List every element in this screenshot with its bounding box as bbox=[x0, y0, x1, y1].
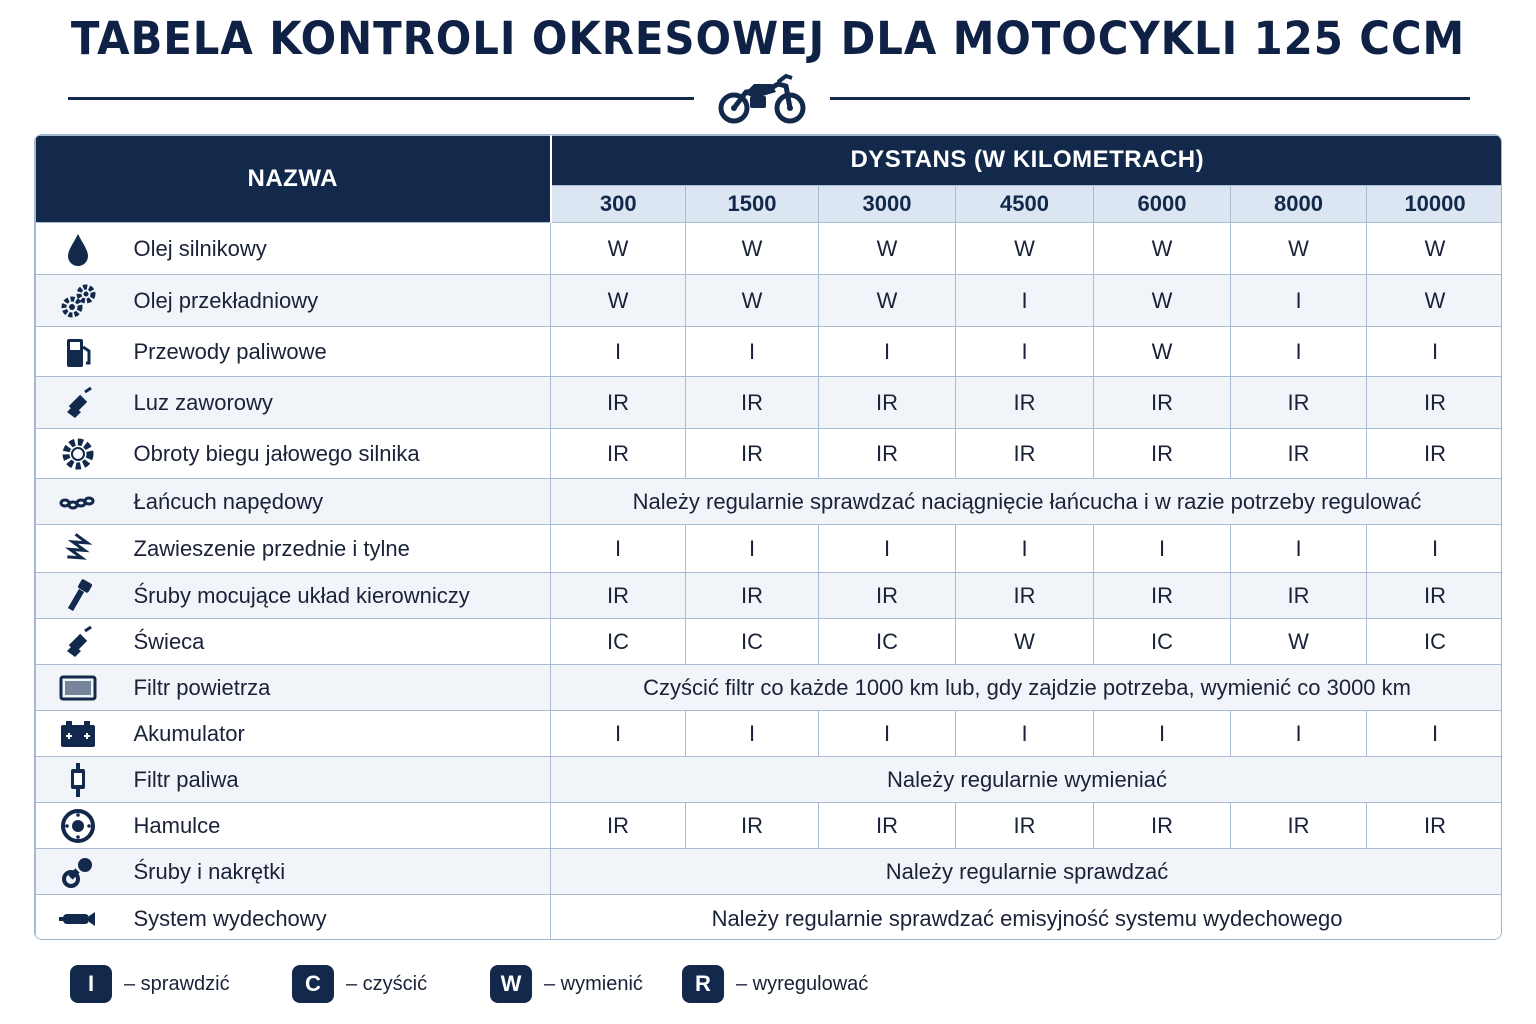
spark-plug-icon bbox=[59, 623, 97, 661]
table-row bbox=[36, 665, 1503, 711]
interval-cell: I bbox=[819, 327, 956, 377]
interval-cell: IR bbox=[819, 573, 956, 619]
interval-cell: IR bbox=[956, 573, 1094, 619]
row-icon-cell bbox=[36, 619, 120, 665]
interval-cell: I bbox=[1367, 327, 1502, 377]
row-label: Filtr powietrza bbox=[120, 665, 551, 711]
interval-cell: W bbox=[1094, 327, 1231, 377]
interval-cell: W bbox=[1231, 619, 1367, 665]
interval-cell: IR bbox=[819, 429, 956, 479]
interval-cell: IR bbox=[551, 803, 686, 849]
interval-cell: W bbox=[1367, 223, 1502, 275]
interval-cell: W bbox=[551, 275, 686, 327]
oil-drop-icon bbox=[59, 230, 97, 268]
row-label: Akumulator bbox=[120, 711, 551, 757]
interval-cell: IR bbox=[1231, 377, 1367, 429]
interval-cell: W bbox=[956, 223, 1094, 275]
spark-plug-icon bbox=[59, 384, 97, 422]
interval-cell: W bbox=[551, 223, 686, 275]
interval-cell: W bbox=[1367, 275, 1502, 327]
gears-icon bbox=[59, 282, 97, 320]
distance-header-cell: 10000 bbox=[1367, 185, 1502, 222]
interval-cell: I bbox=[819, 711, 956, 757]
interval-cell: W bbox=[956, 619, 1094, 665]
row-label: Świeca bbox=[120, 619, 551, 665]
bolt-icon bbox=[59, 577, 97, 615]
row-note: Czyścić filtr co każde 1000 km lub, gdy zajdzie potrzeba, wymienić co 3000 km bbox=[551, 665, 1502, 711]
row-label: Śruby i nakrętki bbox=[120, 849, 551, 895]
table-row bbox=[36, 275, 1503, 327]
interval-cell: I bbox=[956, 525, 1094, 573]
legend-item-replace bbox=[490, 964, 643, 1004]
row-label: Olej silnikowy bbox=[120, 223, 551, 275]
interval-cell: IR bbox=[1094, 803, 1231, 849]
row-label: Przewody paliwowe bbox=[120, 327, 551, 377]
interval-cell: I bbox=[1231, 711, 1367, 757]
interval-cell: IR bbox=[1367, 429, 1502, 479]
legend-badge: C bbox=[292, 965, 334, 1003]
row-icon-cell bbox=[36, 665, 120, 711]
interval-cell: I bbox=[1231, 327, 1367, 377]
row-icon-cell bbox=[36, 803, 120, 849]
interval-cell: IR bbox=[1367, 573, 1502, 619]
table-row bbox=[36, 849, 1503, 895]
air-filter-icon bbox=[59, 669, 97, 707]
interval-cell: IR bbox=[686, 573, 819, 619]
table-row bbox=[36, 223, 1503, 275]
interval-cell: I bbox=[551, 327, 686, 377]
interval-cell: IR bbox=[1231, 803, 1367, 849]
interval-cell: I bbox=[551, 525, 686, 573]
table-row bbox=[36, 711, 1503, 757]
interval-cell: IR bbox=[1094, 573, 1231, 619]
interval-cell: IC bbox=[686, 619, 819, 665]
interval-cell: IR bbox=[686, 377, 819, 429]
distance-header-cell: 1500 bbox=[686, 185, 819, 222]
row-note: Należy regularnie sprawdzać emisyjność systemu wydechowego bbox=[551, 895, 1502, 941]
legend-item-adjust bbox=[682, 964, 868, 1004]
interval-cell: W bbox=[819, 275, 956, 327]
row-icon-cell bbox=[36, 479, 120, 525]
interval-cell: IR bbox=[686, 429, 819, 479]
row-note: Należy regularnie sprawdzać naciągnięcie łańcucha i w razie potrzeby regulować bbox=[551, 479, 1502, 525]
interval-cell: IR bbox=[551, 573, 686, 619]
table-row bbox=[36, 429, 1503, 479]
exhaust-icon bbox=[59, 900, 97, 938]
interval-cell: I bbox=[1231, 275, 1367, 327]
table-row bbox=[36, 573, 1503, 619]
interval-cell: IR bbox=[551, 429, 686, 479]
interval-cell: IR bbox=[956, 803, 1094, 849]
interval-cell: IC bbox=[1367, 619, 1502, 665]
row-icon-cell bbox=[36, 275, 120, 327]
row-icon-cell bbox=[36, 711, 120, 757]
legend-badge: W bbox=[490, 965, 532, 1003]
maintenance-table-container bbox=[34, 134, 1502, 940]
motorcycle-icon bbox=[716, 72, 808, 124]
interval-cell: I bbox=[956, 275, 1094, 327]
interval-cell: I bbox=[819, 525, 956, 573]
title-divider-left bbox=[68, 97, 694, 100]
row-label: Obroty biegu jałowego silnika bbox=[120, 429, 551, 479]
legend-label: – czyścić bbox=[346, 972, 428, 995]
fuel-filter-icon bbox=[59, 761, 97, 799]
table-row bbox=[36, 895, 1503, 941]
distance-header-cell: 4500 bbox=[956, 185, 1094, 222]
row-icon-cell bbox=[36, 849, 120, 895]
interval-cell: IR bbox=[956, 429, 1094, 479]
row-icon-cell bbox=[36, 757, 120, 803]
interval-cell: I bbox=[551, 711, 686, 757]
row-icon-cell bbox=[36, 327, 120, 377]
battery-icon bbox=[59, 715, 97, 753]
row-label: Olej przekładniowy bbox=[120, 275, 551, 327]
legend-label: – sprawdzić bbox=[124, 972, 230, 995]
legend-badge: R bbox=[682, 965, 724, 1003]
interval-cell: I bbox=[1231, 525, 1367, 573]
table-row bbox=[36, 803, 1503, 849]
distance-header-cell: 300 bbox=[551, 185, 686, 222]
interval-cell: I bbox=[1094, 525, 1231, 573]
interval-cell: IR bbox=[956, 377, 1094, 429]
table-row bbox=[36, 327, 1503, 377]
interval-cell: IR bbox=[686, 803, 819, 849]
row-note: Należy regularnie wymieniać bbox=[551, 757, 1502, 803]
interval-cell: IC bbox=[819, 619, 956, 665]
legend-badge: I bbox=[70, 965, 112, 1003]
row-label: Śruby mocujące układ kierowniczy bbox=[120, 573, 551, 619]
row-label: Łańcuch napędowy bbox=[120, 479, 551, 525]
interval-cell: W bbox=[1094, 223, 1231, 275]
table-row bbox=[36, 619, 1503, 665]
interval-cell: IC bbox=[1094, 619, 1231, 665]
interval-cell: IC bbox=[551, 619, 686, 665]
row-icon-cell bbox=[36, 377, 120, 429]
row-icon-cell bbox=[36, 895, 120, 941]
page-title: TABELA KONTROLI OKRESOWEJ DLA MOTOCYKLI 125 CCM bbox=[70, 12, 1466, 65]
suspension-spring-icon bbox=[59, 530, 97, 568]
interval-cell: IR bbox=[1367, 377, 1502, 429]
legend-label: – wymienić bbox=[544, 972, 643, 995]
title-divider-right bbox=[830, 97, 1470, 100]
interval-cell: IR bbox=[1367, 803, 1502, 849]
row-icon-cell bbox=[36, 525, 120, 573]
legend-label: – wyregulować bbox=[736, 972, 869, 995]
row-icon-cell bbox=[36, 223, 120, 275]
table-row bbox=[36, 479, 1503, 525]
row-note: Należy regularnie sprawdzać bbox=[551, 849, 1502, 895]
row-label: Luz zaworowy bbox=[120, 377, 551, 429]
legend-item-check bbox=[70, 964, 230, 1004]
interval-cell: W bbox=[686, 275, 819, 327]
interval-cell: I bbox=[956, 327, 1094, 377]
interval-cell: I bbox=[686, 711, 819, 757]
distance-header-cell: 8000 bbox=[1231, 185, 1367, 222]
interval-cell: IR bbox=[551, 377, 686, 429]
row-icon-cell bbox=[36, 573, 120, 619]
interval-cell: IR bbox=[1231, 429, 1367, 479]
table-row bbox=[36, 525, 1503, 573]
chain-icon bbox=[59, 483, 97, 521]
interval-cell: I bbox=[686, 327, 819, 377]
row-icon-cell bbox=[36, 429, 120, 479]
interval-cell: I bbox=[1367, 711, 1502, 757]
interval-cell: IR bbox=[819, 803, 956, 849]
name-column-header: NAZWA bbox=[36, 136, 551, 223]
interval-cell: IR bbox=[819, 377, 956, 429]
row-label: Zawieszenie przednie i tylne bbox=[120, 525, 551, 573]
fuel-pump-icon bbox=[59, 333, 97, 371]
engine-gear-icon bbox=[59, 435, 97, 473]
row-label: Hamulce bbox=[120, 803, 551, 849]
distance-header-cell: 6000 bbox=[1094, 185, 1231, 222]
distance-header-cell: 3000 bbox=[819, 185, 956, 222]
interval-cell: W bbox=[819, 223, 956, 275]
legend-item-clean bbox=[292, 964, 427, 1004]
interval-cell: I bbox=[686, 525, 819, 573]
bolt-nut-icon bbox=[59, 853, 97, 891]
row-label: System wydechowy bbox=[120, 895, 551, 941]
maintenance-table bbox=[35, 135, 1502, 940]
table-row bbox=[36, 757, 1503, 803]
row-label: Filtr paliwa bbox=[120, 757, 551, 803]
interval-cell: IR bbox=[1094, 377, 1231, 429]
brake-disc-icon bbox=[59, 807, 97, 845]
interval-cell: W bbox=[1094, 275, 1231, 327]
table-row bbox=[36, 377, 1503, 429]
interval-cell: I bbox=[956, 711, 1094, 757]
distance-column-header: DYSTANS (W KILOMETRACH) bbox=[551, 136, 1502, 186]
interval-cell: W bbox=[1231, 223, 1367, 275]
interval-cell: I bbox=[1367, 525, 1502, 573]
interval-cell: IR bbox=[1231, 573, 1367, 619]
interval-cell: I bbox=[1094, 711, 1231, 757]
interval-cell: W bbox=[686, 223, 819, 275]
interval-cell: IR bbox=[1094, 429, 1231, 479]
